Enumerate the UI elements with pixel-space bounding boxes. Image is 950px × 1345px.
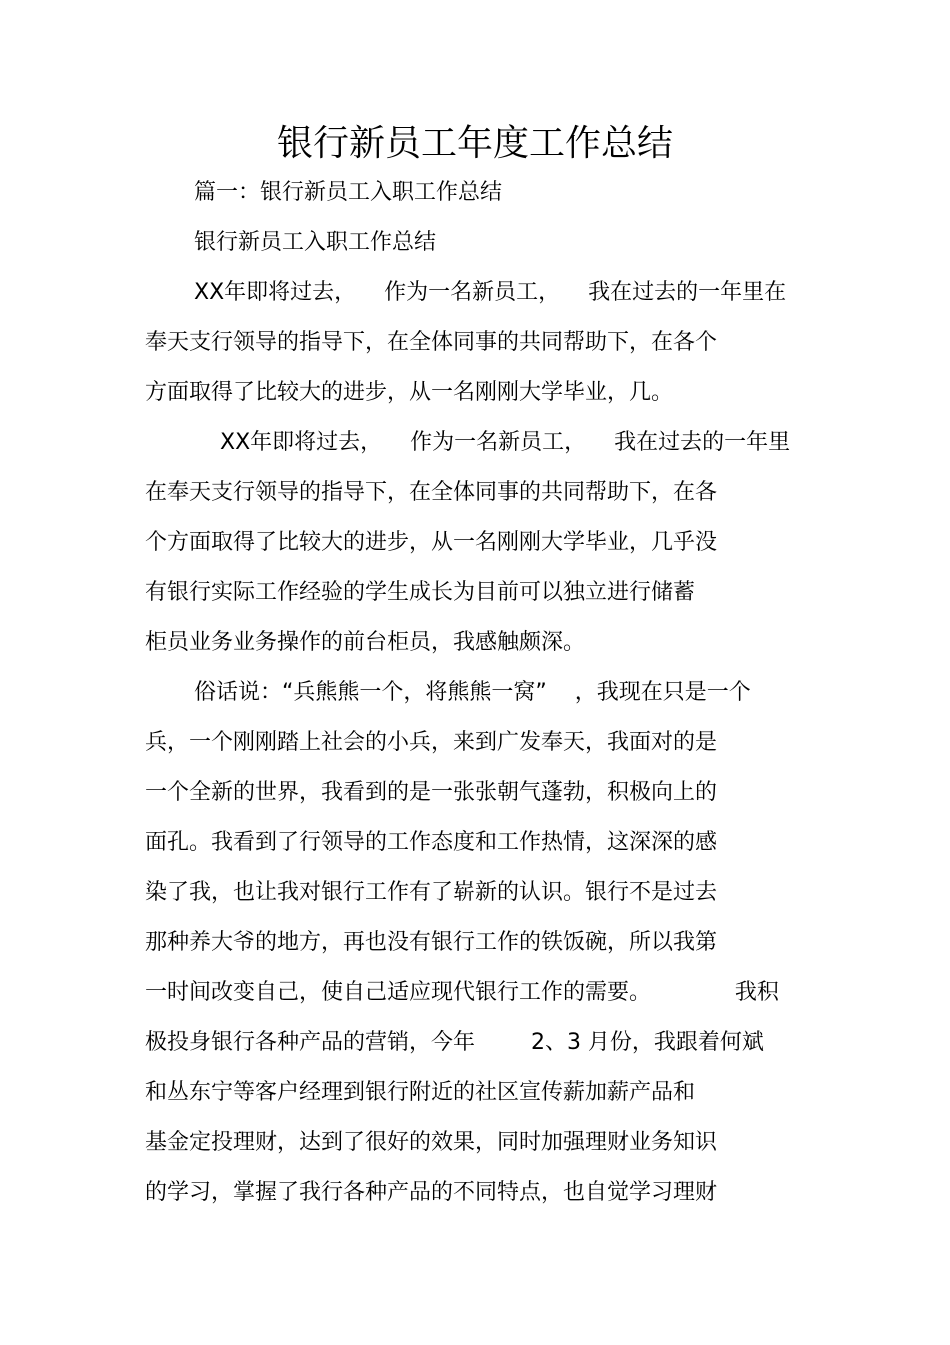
body-line: 奉天支行领导的指导下，在全体同事的共同帮助下，在各个 (145, 330, 718, 355)
body-line: 基金定投理财，达到了很好的效果，同时加强理财业务知识 (145, 1130, 718, 1155)
section-subheading: 银行新员工入职工作总结 (194, 230, 437, 255)
chapter-heading: 篇一：银行新员工入职工作总结 (194, 180, 503, 205)
body-line: 在奉天支行领导的指导下，在全体同事的共同帮助下，在各 (145, 480, 718, 505)
body-line: 兵，一个刚刚踏上社会的小兵，来到广发奉天，我面对的是 (145, 730, 718, 755)
body-line: 极投身银行各种产品的营销，今年 2、3 月份，我跟着何斌 (145, 1030, 764, 1055)
body-line: 和丛东宁等客户经理到银行附近的社区宣传薪加薪产品和 (145, 1080, 696, 1105)
body-line: 的学习，掌握了我行各种产品的不同特点，也自觉学习理财 (145, 1180, 718, 1205)
body-line: 一时间改变自己，使自己适应现代银行工作的需要。 我积 (145, 980, 779, 1005)
body-line: 面孔。我看到了行领导的工作态度和工作热情，这深深的感 (145, 830, 718, 855)
body-line: 染了我，也让我对银行工作有了崭新的认识。银行不是过去 (145, 880, 718, 905)
body-line: 柜员业务业务操作的前台柜员，我感触颇深。 (145, 630, 586, 655)
body-line: XX年即将过去， 作为一名新员工， 我在过去的一年里在 (194, 280, 787, 305)
document-title: 银行新员工年度工作总结 (276, 123, 673, 164)
body-line: XX年即将过去， 作为一名新员工， 我在过去的一年里 (220, 430, 791, 455)
body-line: 俗话说：“兵熊熊一个，将熊熊一窝” ，我现在只是一个 (194, 680, 751, 705)
body-line: 一个全新的世界，我看到的是一张张朝气蓬勃，积极向上的 (145, 780, 718, 805)
body-line: 个方面取得了比较大的进步，从一名刚刚大学毕业，几乎没 (145, 530, 718, 555)
body-line: 那种养大爷的地方，再也没有银行工作的铁饭碗，所以我第 (145, 930, 718, 955)
body-line: 方面取得了比较大的进步，从一名刚刚大学毕业，几。 (145, 380, 674, 405)
body-line: 有银行实际工作经验的学生成长为目前可以独立进行储蓄 (145, 580, 696, 605)
